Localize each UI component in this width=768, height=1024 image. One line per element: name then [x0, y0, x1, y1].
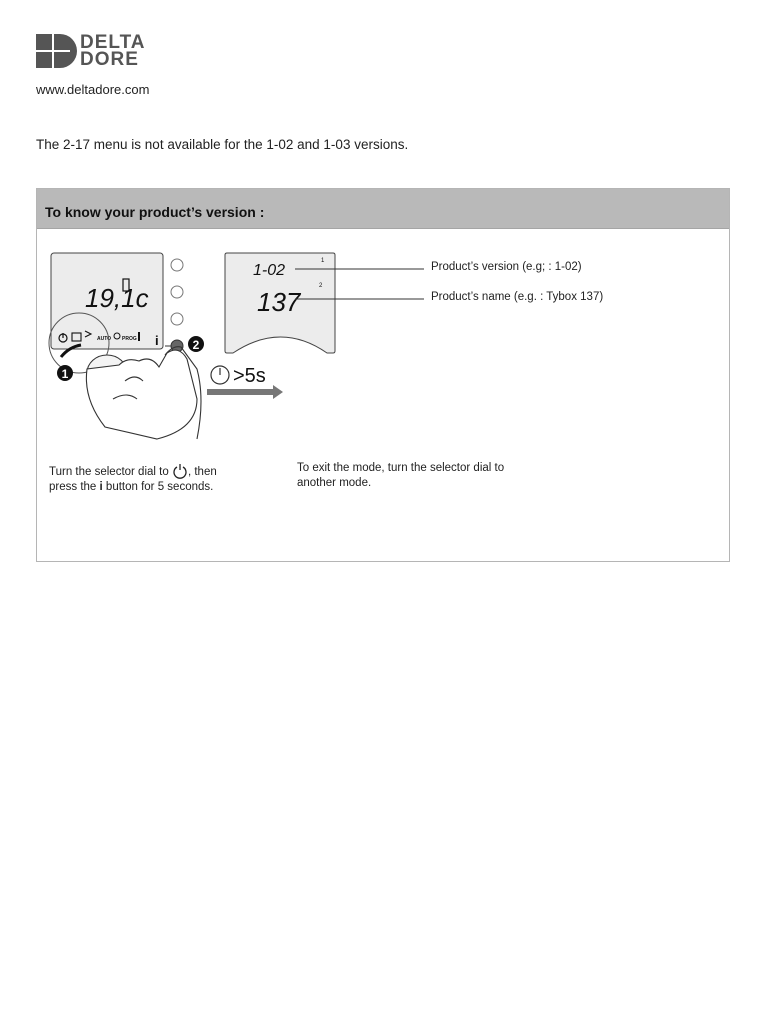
hand-icon: [86, 347, 201, 439]
logo-wordmark: DELTA DORE: [80, 32, 146, 70]
info-glyph: i: [155, 333, 159, 348]
product-name-code: 137: [257, 287, 301, 317]
svg-text:2: 2: [192, 338, 200, 352]
svg-text:AUTO: AUTO: [97, 336, 112, 342]
svg-text:1: 1: [321, 258, 325, 264]
left-temperature: 19,1c: [85, 283, 149, 313]
callout-name: Product’s name (e.g. : Tybox 137): [431, 291, 604, 303]
arrow-right-icon: [207, 385, 283, 399]
version-code: 1-02: [253, 262, 286, 279]
website-link[interactable]: www.deltadore.com: [36, 82, 150, 97]
svg-text:2: 2: [319, 283, 323, 289]
svg-text:1: 1: [61, 367, 69, 381]
availability-note: The 2-17 menu is not available for the 1-02 and 1-03 versions.: [36, 137, 409, 152]
version-panel: [36, 188, 730, 562]
panel-title: To know your product’s version :: [45, 204, 265, 220]
caption-step: Turn the selector dial to , then press the i button for 5 seconds.: [49, 463, 219, 495]
hold-time-label: >5s: [233, 365, 266, 387]
callout-lines: [295, 263, 435, 303]
caption-exit: To exit the mode, turn the selector dial to another mode.: [297, 462, 505, 489]
power-icon: [172, 463, 188, 479]
callout-version: Product’s version (e.g; : 1-02): [431, 261, 582, 273]
svg-text:PROG: PROG: [122, 336, 137, 342]
